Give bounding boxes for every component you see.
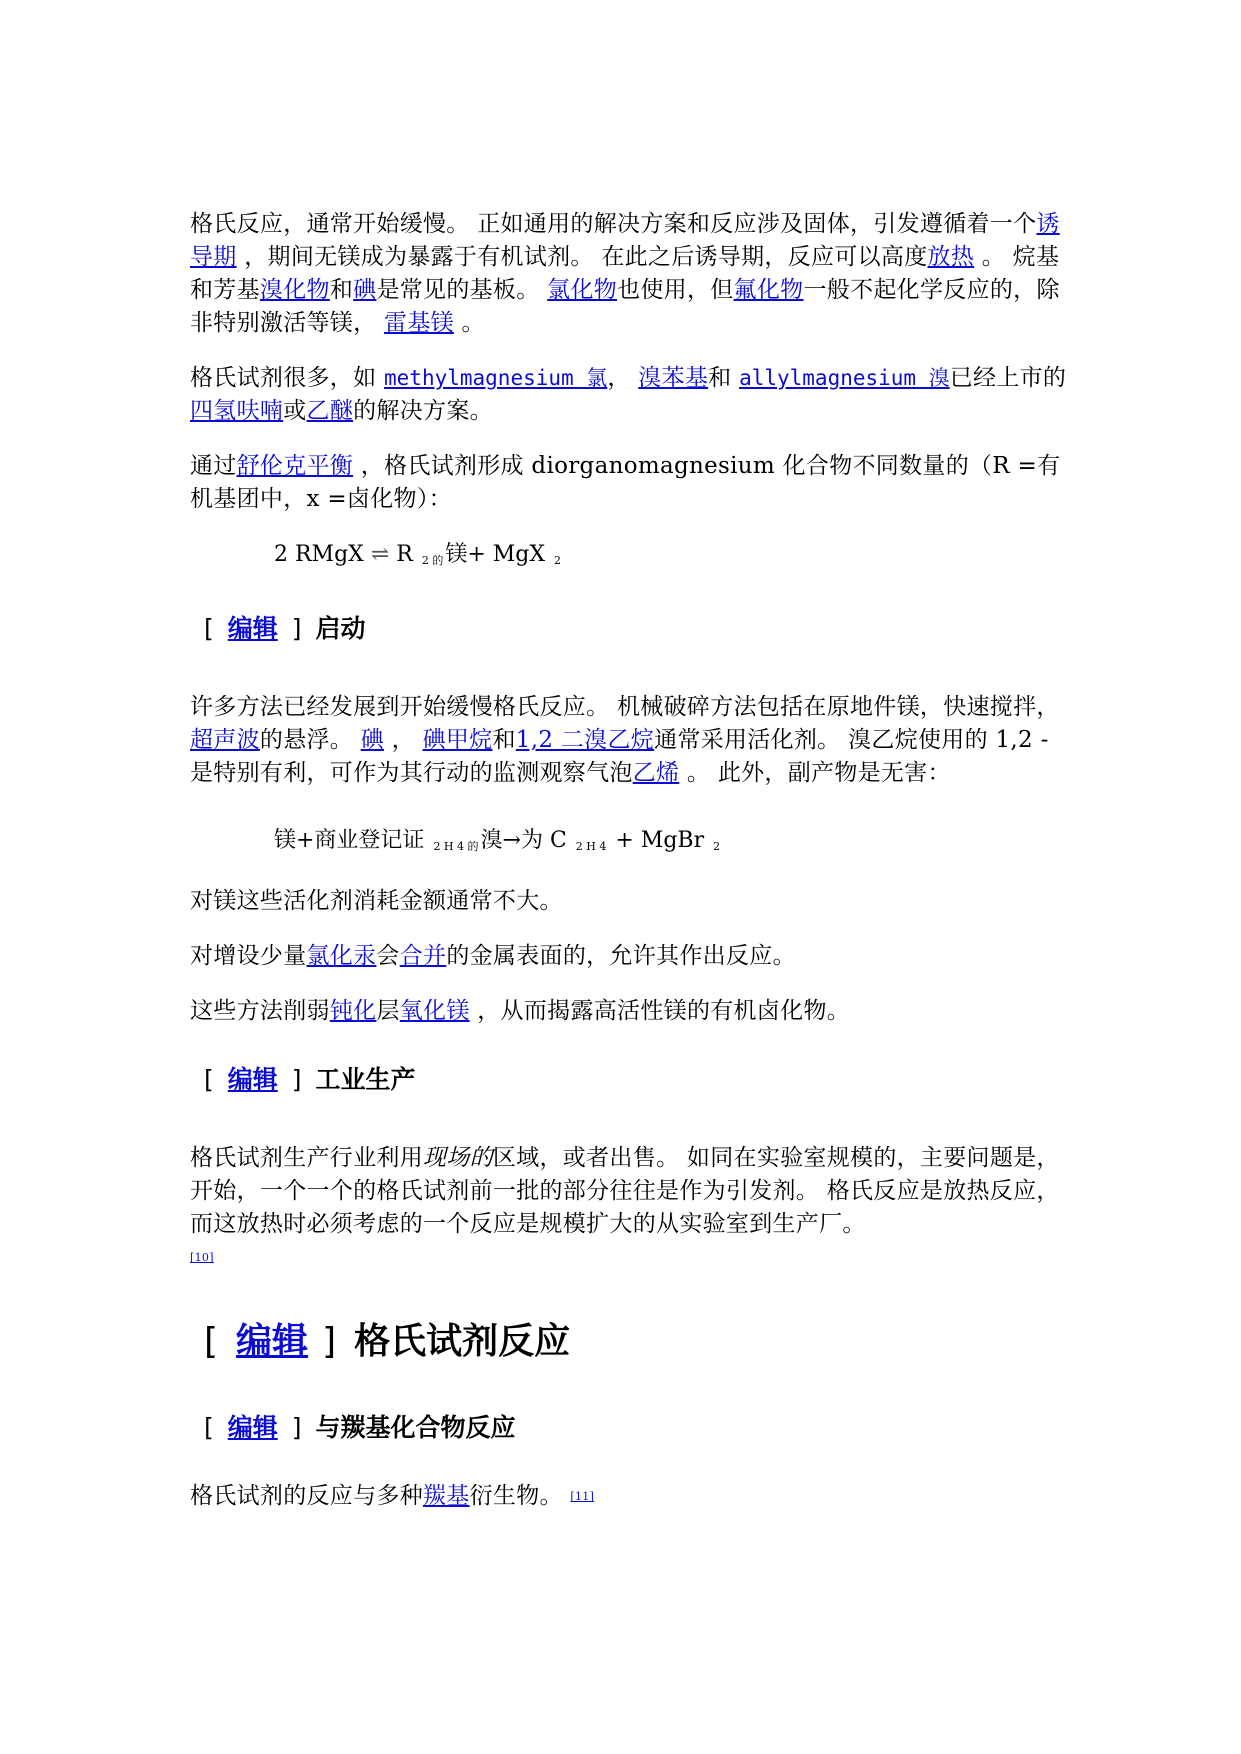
link-iodine-2[interactable]: 碘 xyxy=(360,727,385,753)
reference-link[interactable]: [10] xyxy=(190,1251,214,1264)
text: 也使用，但 xyxy=(617,277,734,303)
text: 。 此外，副产物是无害： xyxy=(679,760,951,786)
text: ， xyxy=(607,365,639,391)
section-title: 与羰基化合物反应 xyxy=(315,1413,516,1442)
subscript: 2 xyxy=(713,840,721,853)
edit-link[interactable]: 编辑 xyxy=(227,1065,278,1094)
link-allylmagnesium-bromide[interactable]: allylmagnesium 溴 xyxy=(739,366,950,390)
text: 衍生物。 xyxy=(469,1483,571,1509)
text: 是常见的基板。 xyxy=(376,277,548,303)
text: 和 xyxy=(492,727,516,753)
document-page xyxy=(190,208,1070,1513)
link-rieke-magnesium[interactable]: 雷基镁 xyxy=(384,310,454,336)
text: 通过 xyxy=(190,453,237,479)
paragraph-carbonyl-reactions xyxy=(190,1480,1070,1513)
link-thf[interactable]: 四氢呋喃 xyxy=(190,398,284,424)
text: 区域，或者出售。 如同在实验室规模的，主要问题是，开始，一个一个的格氏试剂前一批的部分往往是作为引发剂。 格氏反应是放热反应，而这放热时必须考虑的一个反应是规模扩大的从实验室到生产厂。 xyxy=(190,1145,1060,1237)
section-heading-initiation xyxy=(190,611,1070,647)
link-ethylene[interactable]: 乙烯 xyxy=(632,760,680,786)
text: 对镁这些活化剂消耗金额通常不大。 xyxy=(190,888,563,914)
equilibrium-arrow-icon: ⇌ xyxy=(370,542,390,567)
eq-text: 2 RMgX xyxy=(274,542,371,567)
paragraph-activation-methods xyxy=(190,691,1070,790)
link-ether[interactable]: 乙醚 xyxy=(306,398,354,424)
eq-text: 镁+ MgX xyxy=(445,542,553,567)
paragraph-commercial-reagents xyxy=(190,362,1070,428)
subscript: 2 H 4 的 xyxy=(433,840,479,853)
text: 和 xyxy=(329,277,354,303)
text: 的解决方案。 xyxy=(353,398,493,424)
text: ， xyxy=(384,727,423,753)
text: 对增设少量 xyxy=(190,943,307,969)
link-chloride[interactable]: 氯化物 xyxy=(547,277,618,303)
text: 或 xyxy=(283,398,307,424)
section-heading-industrial xyxy=(190,1062,1070,1098)
text: 和 xyxy=(708,365,740,391)
text: 一般不起化学反应的，除非特别激活等镁， xyxy=(190,277,1060,336)
eq-text: R xyxy=(389,542,420,567)
link-methyl-iodide[interactable]: 碘甲烷 xyxy=(422,727,493,753)
text: 会 xyxy=(376,943,400,969)
paragraph-industrial-production xyxy=(190,1142,1070,1274)
equation-activation xyxy=(274,824,1070,863)
link-fluoride[interactable]: 氟化物 xyxy=(733,277,804,303)
eq-text: 镁+商业登记证 xyxy=(274,828,432,853)
link-carbonyl[interactable]: 羰基 xyxy=(423,1483,470,1509)
bracket: ] xyxy=(291,1413,302,1442)
subscript: 2 H 4 xyxy=(575,840,607,853)
link-mercury-chloride[interactable]: 氯化汞 xyxy=(306,943,377,969)
link-iodine[interactable]: 碘 xyxy=(353,277,377,303)
text: 通常采用活化剂。 溴乙烷使用的 1,2 -是特别有利，可作为其行动的监测观察气泡 xyxy=(190,727,1049,786)
text: 的悬浮。 xyxy=(259,727,361,753)
paragraph-passivation xyxy=(190,995,1070,1028)
text: 层 xyxy=(376,998,400,1024)
section-title: 工业生产 xyxy=(315,1065,416,1094)
text: 格氏试剂很多，如 xyxy=(190,365,385,391)
eq-text: 溴→为 C xyxy=(480,828,574,853)
text: 格氏试剂生产行业利用 xyxy=(190,1145,423,1171)
paragraph-schlenk xyxy=(190,450,1070,516)
paragraph-initiation-intro xyxy=(190,208,1070,340)
text: ，从而揭露高活性镁的有机卤化物。 xyxy=(469,998,851,1024)
edit-link[interactable]: 编辑 xyxy=(227,614,278,643)
section-title: 启动 xyxy=(315,614,366,643)
bracket: [ xyxy=(204,1413,214,1442)
link-passivation[interactable]: 钝化 xyxy=(329,998,377,1024)
edit-link[interactable]: 编辑 xyxy=(227,1413,278,1442)
reference-link[interactable]: [11] xyxy=(570,1490,595,1503)
link-induction-period[interactable]: 诱导期 xyxy=(190,211,1060,270)
link-bromide[interactable]: 溴化物 xyxy=(259,277,330,303)
bracket: [ xyxy=(204,1321,219,1362)
section-heading-reactions xyxy=(190,1318,1070,1366)
equation-schlenk xyxy=(274,538,1070,577)
paragraph-consumption xyxy=(190,885,1070,918)
edit-link[interactable]: 编辑 xyxy=(236,1321,309,1362)
bracket: [ xyxy=(204,614,214,643)
text: ，期间无镁成为暴露于有机试剂。 在此之后诱导期，反应可以高度 xyxy=(236,244,928,270)
bracket: ] xyxy=(291,614,302,643)
bracket: [ xyxy=(204,1065,214,1094)
italic-text: 现场的 xyxy=(423,1145,493,1171)
section-heading-carbonyl xyxy=(190,1410,1070,1446)
link-schlenk-equilibrium[interactable]: 舒伦克平衡 xyxy=(236,453,354,479)
link-dibromoethane[interactable]: 1,2 二溴乙烷 xyxy=(515,727,655,753)
text: 这些方法削弱 xyxy=(190,998,330,1024)
text: 。 烷基和芳基 xyxy=(190,244,1060,303)
bracket: ] xyxy=(291,1065,302,1094)
link-exothermic[interactable]: 放热 xyxy=(927,244,975,270)
text: 格氏试剂的反应与多种 xyxy=(190,1483,423,1509)
link-magnesium-oxide[interactable]: 氧化镁 xyxy=(399,998,470,1024)
text: ，格氏试剂形成 diorganomagnesium 化合物不同数量的（R =有机基团中，x =卤化物）： xyxy=(190,453,1061,512)
bracket: ] xyxy=(322,1321,337,1362)
subscript: 2 的 xyxy=(421,554,444,567)
subscript: 2 xyxy=(554,554,562,567)
text: 。 xyxy=(453,310,485,336)
paragraph-mercury-chloride xyxy=(190,940,1070,973)
text: 的金属表面的，允许其作出反应。 xyxy=(446,943,796,969)
link-bromophenyl[interactable]: 溴苯基 xyxy=(638,365,709,391)
link-methylmagnesium-chloride[interactable]: methylmagnesium 氯 xyxy=(384,366,608,390)
link-amalgam[interactable]: 合并 xyxy=(399,943,447,969)
text: 许多方法已经发展到开始缓慢格氏反应。 机械破碎方法包括在原地件镁，快速搅拌， xyxy=(190,694,1060,720)
eq-text: + MgBr xyxy=(608,828,712,853)
text: 已经上市的 xyxy=(949,365,1067,391)
link-ultrasound[interactable]: 超声波 xyxy=(190,727,260,753)
section-title: 格氏试剂反应 xyxy=(354,1321,571,1362)
text: 格氏反应，通常开始缓慢。 正如通用的解决方案和反应涉及固体，引发遵循着一个 xyxy=(190,211,1037,237)
